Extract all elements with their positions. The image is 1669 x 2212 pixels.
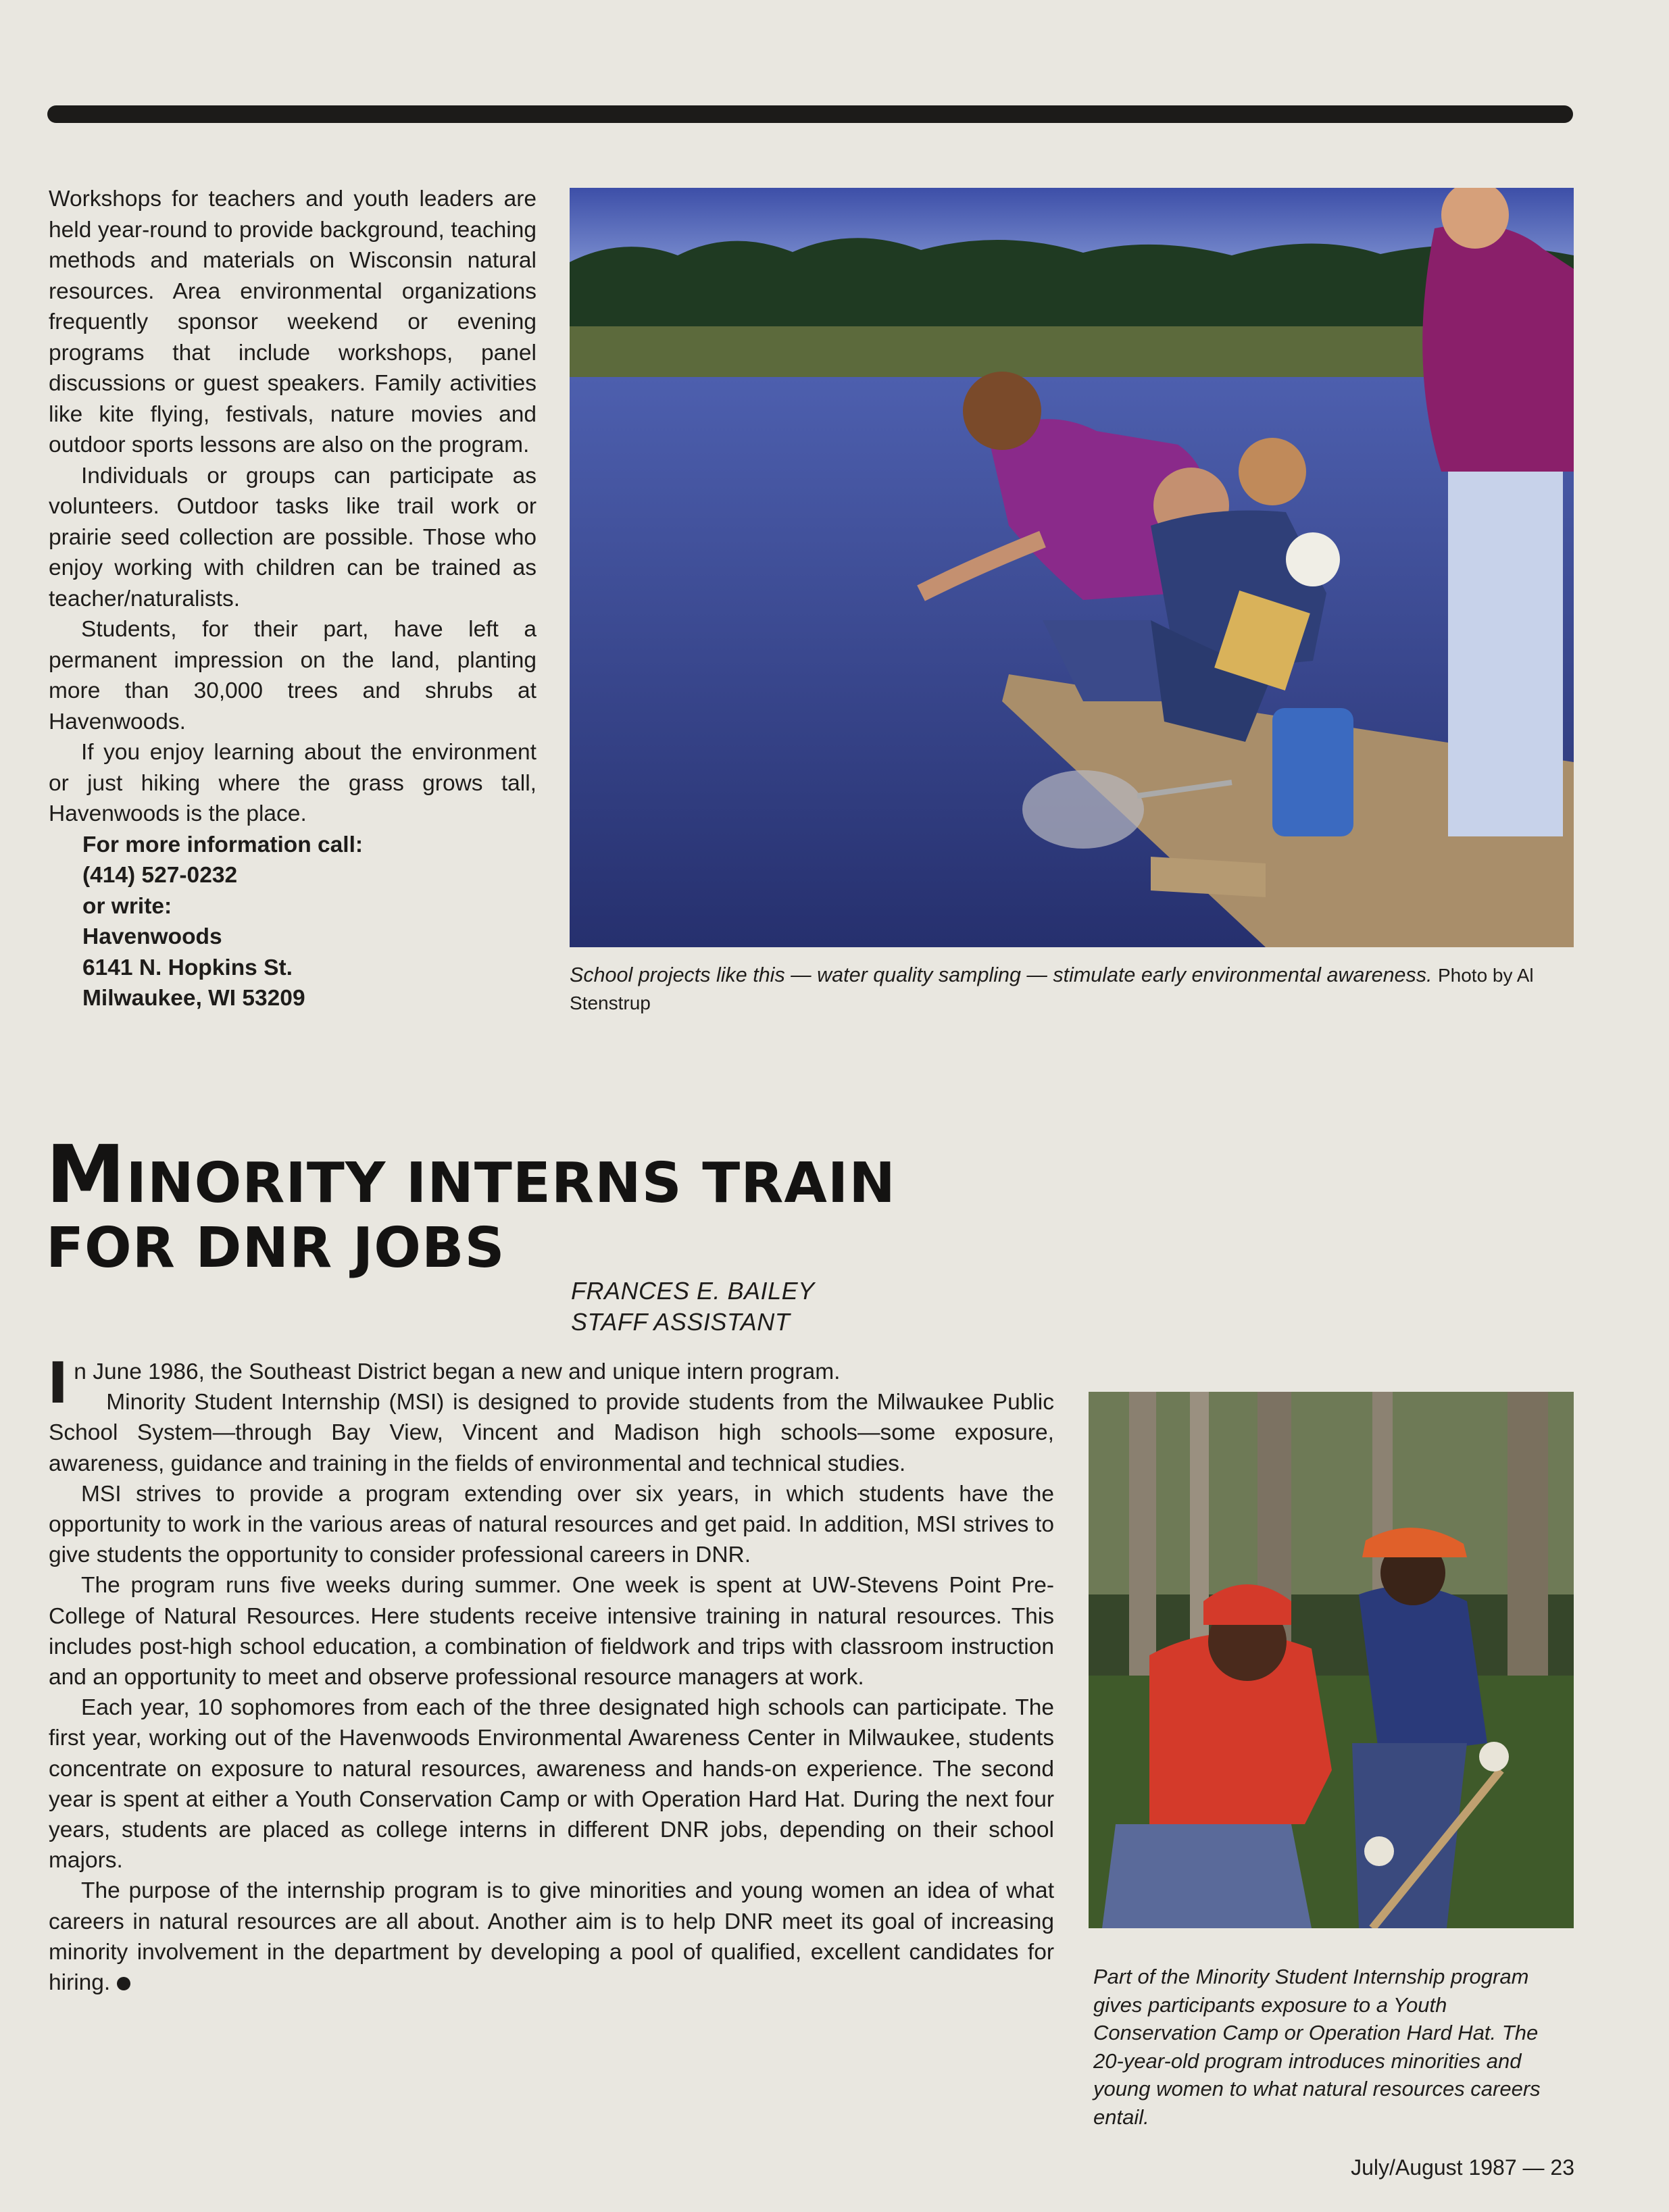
contact-line: For more information call:	[82, 832, 364, 857]
water-sampling-photo	[570, 188, 1574, 947]
article-paragraph: Each year, 10 sophomores from each of the three designated high schools can participate. The first year, working out of the Havenwoods Environmental Awareness Center in Milwaukee, students concentrate on exposure to natural resources, awareness and hands-on experience. The second year is spent at either a Youth Conservation Camp or with Operation Hard Hat. During the next four years, students are placed as college interns in different DNR jobs, depending on their school majors.	[49, 1695, 1054, 1874]
photo1-caption	[570, 961, 1563, 1017]
article-paragraph: MSI strives to provide a program extending over six years, in which students have the opportunity to work in the various areas of natural resources and get paid. In addition, MSI strives to give students the opportunity to consider professional careers in DNR.	[49, 1481, 1054, 1568]
contact-block	[49, 830, 537, 1014]
last-paragraph-text: The purpose of the internship program is to give minorities and young women an idea of what careers in natural resources are all about. Another aim is to help DNR meet its goal of increasing minority involvement in the department by developing a pool of qualified, excellent candidates for hiring.	[49, 1878, 1054, 1996]
headline-line1	[46, 1128, 896, 1221]
headline-initial: M	[46, 1128, 126, 1221]
contact-street: 6141 N. Hopkins St.	[82, 955, 293, 980]
contact-phone: (414) 527-0232	[82, 863, 238, 888]
interns-forest-photo	[1089, 1392, 1574, 1928]
drop-cap: I	[47, 1350, 69, 1416]
author-title: STAFF ASSISTANT	[571, 1308, 791, 1336]
intro-paragraph: Individuals or groups can participate as volunteers. Outdoor tasks like trail work or prairie seed collection are possible. Those who enjoy working with children can be trained as teacher/naturalists.	[49, 463, 537, 611]
end-mark-icon	[117, 1977, 130, 1990]
headline-line2: FOR DNR JOBS	[46, 1216, 505, 1280]
intro-paragraph: Students, for their part, have left a permanent impression on the land, planting more than 30,000 trees and shrubs at Havenwoods.	[49, 617, 537, 734]
intro-column	[49, 184, 537, 1014]
page-footer: July/August 1987 — 23	[1351, 2155, 1574, 2180]
contact-name: Havenwoods	[82, 924, 222, 949]
article-last-paragraph	[49, 1876, 1054, 1998]
contact-city: Milwaukee, WI 53209	[82, 986, 305, 1011]
contact-line: or write:	[82, 893, 172, 919]
first-paragraph-text: n June 1986, the Southeast District began a new and unique intern program.	[74, 1359, 841, 1384]
byline	[571, 1276, 815, 1338]
photo1-credit: Photo by Al Stenstrup	[570, 965, 1534, 1013]
top-rule	[47, 105, 1573, 123]
intro-paragraph: If you enjoy learning about the environment or just hiking where the grass grows tall, Havenwoods is the place.	[49, 740, 537, 826]
photo2-caption: Part of the Minority Student Internship program gives participants exposure to a Youth Conservation Camp or Operation Hard Hat. The 20-year-old program introduces minorities and young women to what natural resources careers entail.	[1093, 1965, 1541, 2129]
headline-line1-rest: INORITY INTERNS TRAIN	[126, 1151, 896, 1215]
photo1-caption-text: School projects like this — water quality sampling — stimulate early environmental awareness.	[570, 963, 1433, 986]
article-paragraph: The program runs five weeks during summer. One week is spent at UW-Stevens Point Pre-College of Natural Resources. Here students receive intensive training in natural resources. This includes post-high school education, a combination of fieldwork and trips with classroom instruction and an opportunity to meet and observe professional resource managers at work.	[49, 1573, 1054, 1690]
article-paragraph: Minority Student Internship (MSI) is designed to provide students from the Milwaukee Public School System—through Bay View, Vincent and Madison high schools—some exposure, awareness, guidance and training in the fields of environmental and technical studies.	[49, 1390, 1054, 1476]
article-headline	[46, 1128, 896, 1281]
intro-paragraph: Workshops for teachers and youth leaders are held year-round to provide background, teaching methods and materials on Wisconsin natural resources. Area environmental organizations frequently sponsor weekend or evening programs that include workshops, panel discussions or guest speakers. Family activities like kite flying, festivals, nature movies and outdoor sports lessons are also on the program.	[49, 186, 537, 457]
author-name: FRANCES E. BAILEY	[571, 1277, 815, 1305]
article-body	[47, 1350, 1054, 1998]
article-first-paragraph	[47, 1350, 1054, 1416]
